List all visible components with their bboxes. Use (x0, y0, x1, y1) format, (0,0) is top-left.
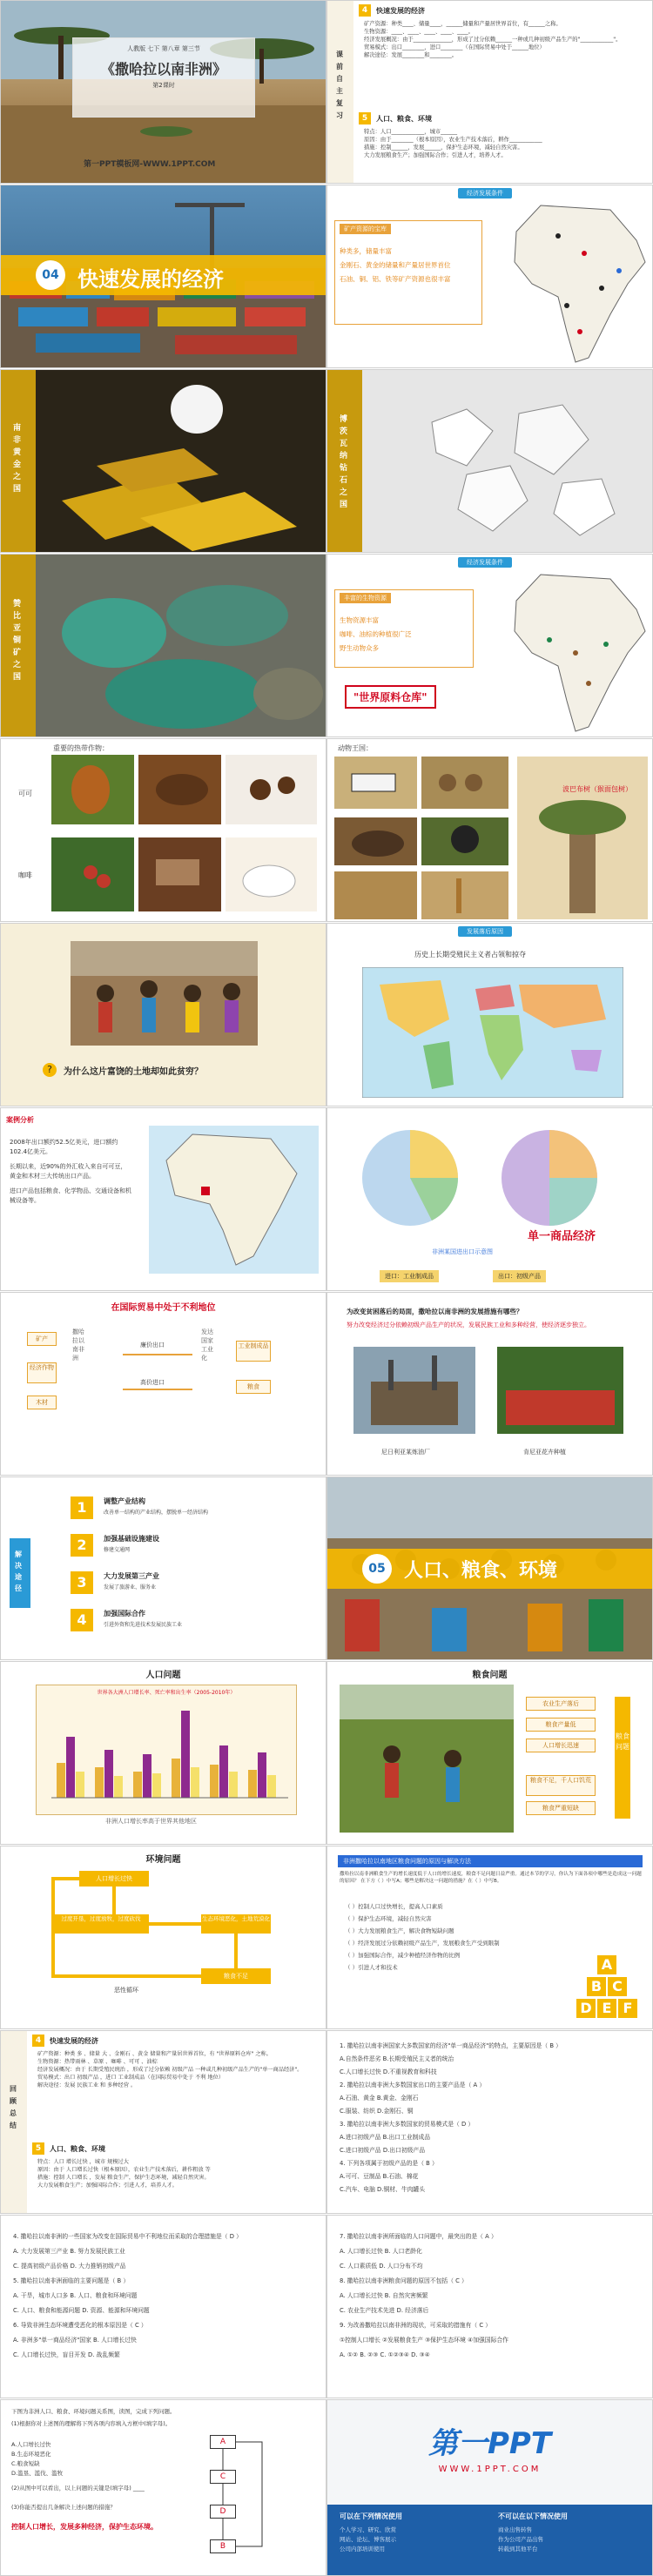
single-commodity: 单一商品经济 (528, 1230, 596, 1243)
chart-bar (104, 1750, 113, 1798)
cover-title: 《撒哈拉以南非洲》 (100, 61, 226, 77)
side-label: 课前自主复习 (336, 50, 343, 119)
cube-f: F (618, 1999, 637, 2018)
chart-bar (248, 1770, 257, 1798)
slide-environment (0, 1846, 326, 2029)
quiz-line: C. 人口、粮食和能源问题 D. 资源、能源和环境问题 (13, 2307, 150, 2314)
quiz-line: C. 农业生产技术先进 D. 经济落后 (340, 2307, 429, 2314)
slide-trade-position (0, 1292, 326, 1476)
bars (51, 1711, 288, 1798)
chart-bar (95, 1767, 104, 1798)
review-line: 原因：由于 人口增长过快（根本原因），农业生产技术落后，耕作粗放 等 (37, 2167, 211, 2173)
review-line: 生物资源：热带雨林 、草原 、咖啡 、可可 、油棕 (37, 2059, 158, 2065)
arrow-left (123, 1389, 192, 1390)
q2-text: (2)从图中可以看出，以上问题的关键是(填字母) ____ (11, 2485, 145, 2492)
population-chart (44, 1700, 293, 1805)
slide-quiz-3 (326, 2215, 653, 2398)
preview-line: 解决途径：发展________和________。 (364, 52, 458, 58)
slide-poverty-question (0, 923, 326, 1106)
slide-tropical-crops (0, 738, 326, 922)
option: C.粮食短缺 (11, 2460, 40, 2467)
export-label: 出口：初级产品 (493, 1270, 546, 1282)
cycle-top: 人口增长过快 (79, 1871, 149, 1887)
left-list (340, 2526, 479, 2554)
quiz-line: A. 干旱，城市人口多 B. 人口、粮食和环境问题 (13, 2292, 138, 2299)
chart-caption: 非洲某国进出口示意图 (432, 1248, 493, 1255)
right-list (498, 2526, 637, 2554)
cycle-bottom: 粮食不足 (201, 1968, 271, 1984)
africa-location-map (149, 1126, 319, 1274)
farmers-photo (340, 1685, 514, 1833)
cube-c: C (608, 1977, 627, 1996)
chart-bar (219, 1745, 228, 1798)
slide-review (0, 2030, 326, 2214)
case-item: 进口产品包括粮食、化学物品、交通设备和机械设备等。 (10, 1187, 131, 1204)
review-line: 贸易模式：出口 初级产品 ，进口 工业制成品（在国际贸易中处于 不利 地位） (37, 2075, 225, 2081)
review-line: 经济发展概况：由于 长期受殖民统治 ，形成了过分依赖 初级产品 一种或几种初级产品生产的"单一商品经济"。 (37, 2067, 303, 2073)
exercise-text: 撒哈拉以南非洲粮食生产的增长速度低于人口的增长速度，粮食不足问题日益严重。通过本节的学习，你认为下面各项中哪些是造成这一问题的原因？ 在下方（ ）中写A；哪些是解决这一问题的措施？在（ ）中写B。 (340, 1872, 642, 1884)
bio-item: 生物资源丰富 (340, 616, 379, 624)
option: B.生态环境恶化 (11, 2451, 51, 2458)
baobab-caption: 波巴布树（猴面包树） (562, 785, 632, 793)
section-number: 4 (359, 4, 371, 17)
import-label: 进口：工业制成品 (380, 1270, 439, 1282)
bio-list (340, 614, 470, 656)
cycle-mid: 过度开垦，过度放牧，过度砍伐 (53, 1914, 149, 1934)
slide-title: 重要的热带作物： (53, 744, 109, 752)
left-item: 公司内部培训使用 (340, 2546, 385, 2552)
quiz-list (340, 2040, 644, 2196)
chart-bar (210, 1765, 219, 1798)
quiz-line: 3. 撒哈拉以南非洲大多数国家的贸易模式是（ D ） (340, 2121, 475, 2128)
chart-bar (133, 1772, 142, 1798)
ribbon: 经济发展条件 (458, 557, 512, 568)
bio-item: 野生动物众多 (340, 644, 379, 652)
export-item: 矿产 (27, 1332, 57, 1346)
gold-bars-photo (36, 370, 326, 553)
slide-mineral-resources (326, 185, 653, 368)
step-sub: 引进外资和先进技术发展民族工业 (104, 1622, 183, 1628)
question-text: 为什么这片富饶的土地却如此贫穷？ (64, 1067, 203, 1077)
case-item: 2008年出口额约52.5亿美元，进口额约102.4亿美元。 (10, 1139, 118, 1155)
section-head: 人口、粮食、环境 (50, 2145, 105, 2153)
quiz-line: C. 提高初级产品价格 D. 大力推销初级产品 (13, 2263, 126, 2270)
bio-item: 咖啡、油棕的种植很广泛 (340, 630, 412, 638)
review-line: 特点：人口 增长过快 ，城市 规模过大 (37, 2159, 129, 2165)
chart-bar (229, 1772, 238, 1798)
warehouse-banner: "世界原料仓库" (345, 685, 436, 709)
q3-text: (3)你能否提出几条解决上述问题的措施？ (11, 2504, 116, 2511)
slide-title: 动物王国： (338, 744, 373, 752)
quiz-line: C. 人口素质低 D. 人口分布不均 (340, 2263, 423, 2270)
lesson-text: 第2课时 (152, 82, 175, 89)
chart-bar (258, 1752, 266, 1798)
developed-vertical: 发达国家工业化 (201, 1328, 213, 1362)
mineral-item: 石油、铜、铝、铁等矿产资源也很丰富 (340, 275, 451, 283)
step-sub: 改善单一结构的产业结构，摆脱单一经济结构 (104, 1510, 209, 1516)
question-text: 为改变贫困落后的局面，撒哈拉以南非洲的发展措施有哪些？ (347, 1308, 523, 1315)
slide-gold (0, 369, 326, 553)
export-item: 木材 (27, 1396, 57, 1409)
arrow-right (123, 1354, 192, 1355)
import-item: 粮食 (236, 1380, 271, 1394)
quiz-line: 8. 撒哈拉以南非洲粮食问题的原因不包括（ C ） (340, 2277, 468, 2284)
case-list (10, 1138, 131, 1206)
section-title: 快速发展的经济 (77, 267, 224, 292)
quiz-line: A. 非洲多"单一商品经济"国家 B. 人口增长过快 (13, 2337, 137, 2344)
quiz-line: A.自然条件恶劣 B.长期受殖民主义者的统治 (340, 2055, 454, 2062)
exercise-items (345, 1900, 580, 1974)
question-icon: ? (43, 1063, 57, 1077)
africa-map (506, 570, 650, 736)
flow-box: D (210, 2505, 236, 2519)
review-lines-2 (37, 2158, 320, 2189)
step-head: 大力发展第三产业 (104, 1572, 159, 1580)
quiz-line: 7. 撒哈拉以南非洲所面临的人口问题中，最突出的是（ A ） (340, 2233, 497, 2240)
slide-title: 环境问题 (145, 1855, 181, 1865)
quiz-line: 6. 导致非洲生态环境遭受恶化的根本原因是（ C ） (13, 2322, 147, 2329)
cube-b: B (587, 1977, 606, 1996)
cube-d: D (576, 1999, 596, 2018)
slide-section-05 (326, 1476, 653, 1660)
chart-bar (66, 1737, 75, 1798)
preview-line: 贸易模式：出口________，进口________（在国际贸易中处于______地位） (364, 44, 545, 50)
quiz-line: 1. 撒哈拉以南非洲国家大多数国家的经济"单一商品经济"的特点，主要原因是（ B ） (340, 2042, 562, 2049)
preview-lines (364, 20, 647, 59)
slide-case-analysis (0, 1107, 326, 1291)
step-sub: 发展了旅游业、服务业 (104, 1584, 157, 1591)
copper-ore-photo (36, 555, 326, 737)
case-tag: 案例分析 (6, 1116, 34, 1124)
quiz-line: C.汽车、电脑 D.铜材、牛肉罐头 (340, 2186, 426, 2193)
quiz-line: C.人口增长过快 D.不重视教育和科技 (340, 2068, 437, 2075)
side-label: 回顾总结 (10, 2085, 17, 2129)
slide-title: 人口问题 (145, 1671, 181, 1680)
edition-text: 人教版 七下 第八章 第三节 (127, 45, 200, 52)
chart-bar (181, 1711, 190, 1798)
diamonds-photo (362, 370, 653, 553)
preview-line: 原因：由于________（根本原因），农业生产技术落后，耕作____________ (364, 137, 542, 143)
slide-food (326, 1661, 653, 1845)
section-head: 快速发展的经济 (50, 2037, 98, 2045)
slide-section-04 (0, 185, 326, 368)
cause-box: 粮食产量低 (526, 1718, 596, 1732)
history-text: 历史上长期受殖民主义者占领和掠夺 (414, 951, 526, 958)
chart-title: 世界各大洲人口增长率、死亡率和出生率（2005-2010年） (97, 1690, 236, 1696)
slide-cover (0, 0, 326, 184)
review-line: 解决途径：发展 民族工业 和 多种经营 。 (37, 2082, 137, 2088)
ribbon: 发展落后原因 (458, 926, 512, 937)
review-line: 矿产资源：种类 多 、储量 大 、金刚石 、黄金 储量和产量居世界首位，有 "世界原料仓库" 之称。 (37, 2051, 272, 2057)
effect-box: 粮食严重短缺 (526, 1801, 596, 1815)
section-number-badge: 05 (362, 1554, 392, 1584)
slide-colonial-history (326, 923, 653, 1106)
cause-box: 人口增长迅速 (526, 1739, 596, 1752)
mineral-item: 金刚石、黄金的储量和产量居世界首位 (340, 261, 451, 269)
slide-quiz-1 (326, 2030, 653, 2214)
quiz-list (340, 2230, 644, 2363)
preview-line: 特点：人口____________，城市______ (364, 129, 458, 135)
chart-caption: 非洲人口增长率高于世界其他地区 (105, 1818, 197, 1825)
review-line: 措施：控制 人口增长 ，发展 粮食生产，保护生态环境，减轻自然灾害。 (37, 2175, 210, 2181)
slide-import-export (326, 1107, 653, 1291)
world-map (362, 967, 623, 1098)
step-number: 1 (71, 1497, 93, 1519)
mineral-item: 种类多，储量丰富 (340, 247, 392, 255)
exercise-head: 非洲撒哈拉以南地区粮食问题的原因与解决方法 (338, 1855, 643, 1867)
slide-population (0, 1661, 326, 1845)
preview-line: 经济发展概况：由于______________，形成了过分依赖______一种或几种初级产品生产的"____________"。 (364, 37, 622, 43)
case-item: 长期以来，近90%的外汇收入来自可可豆，黄金和木材三大传统出口产品。 (10, 1163, 127, 1180)
chart-bar (172, 1759, 180, 1798)
quiz-line: 4. 下列各项属于初级产品的是（ B ） (340, 2160, 438, 2167)
food-problem-label: 粮食问题 (615, 1697, 630, 1819)
section-number: 4 (32, 2035, 44, 2047)
cube-a: A (597, 1955, 616, 1974)
quiz-line: A.可可、豆制品 B.石油、棉花 (340, 2173, 419, 2180)
section-number: 5 (32, 2142, 44, 2155)
chart-bar (191, 1767, 199, 1798)
slide-quiz-2 (0, 2215, 326, 2398)
effect-box: 粮食不足，千人口饥荒 (526, 1775, 596, 1796)
answer-text: 控制人口增长，发展多种经济，保护生态环境。 (11, 2523, 158, 2531)
import-item: 工业制成品 (236, 1341, 271, 1362)
step-head: 调整产业结构 (104, 1497, 145, 1505)
chart-bar (76, 1772, 84, 1798)
preview-lines-2 (364, 128, 647, 159)
crop-label: 可可 (18, 790, 32, 797)
quiz-line: 2. 撒哈拉以南非洲大多数国家出口的主要产品是（ A ） (340, 2082, 486, 2088)
brand-url: WWW.1PPT.COM (438, 2465, 542, 2474)
quiz-line: A. 大力发展第三产业 B. 努力发展民族工业 (13, 2248, 125, 2255)
quiz-line: A. 人口增长过快 B. 自然灾害频繁 (340, 2292, 428, 2299)
photo-caption: 肯尼亚花卉种植 (523, 1449, 566, 1456)
slide-animal-kingdom (326, 738, 653, 922)
mineral-list (340, 245, 479, 286)
left-title: 可以在下列情况使用 (340, 2512, 402, 2520)
animals-photos (334, 757, 648, 922)
region-vertical: 撒哈拉以南非洲 (72, 1328, 84, 1362)
slide-brand (326, 2399, 653, 2576)
cycle-label: 恶性循环 (114, 1987, 138, 1994)
step-head: 加强基础设施建设 (104, 1535, 159, 1543)
box-title: 矿产资源的宝库 (340, 224, 391, 234)
step-number: 3 (71, 1571, 93, 1594)
side-caption: 赞比亚铜矿之国 (13, 600, 22, 682)
exercise-item: （ ）保护生态环境，减轻自然灾害 (345, 1915, 432, 1922)
quiz-line: C.服装、纺织 D.金刚石、铜 (340, 2108, 414, 2115)
right-item: 商业出售转售 (498, 2526, 532, 2533)
quiz-line: ①控制人口增长 ②发展粮食生产 ③保护生态环境 ④加强国际合作 (340, 2337, 508, 2344)
quiz-line: A.石油、黄金 B.黄金、金刚石 (340, 2095, 419, 2102)
left-item: 个人学习、研究、欣赏 (340, 2526, 396, 2533)
option: D.滥垦、滥伐、滥牧 (11, 2470, 64, 2477)
left-item: 网站、论坛、博客展示 (340, 2536, 396, 2543)
slide-preview (326, 0, 653, 184)
side-caption: 南非黄金之国 (13, 424, 22, 494)
right-item: 作为公司产品出售 (498, 2536, 543, 2543)
chart-bar (267, 1775, 276, 1798)
side-label: 解决途径 (15, 1550, 22, 1592)
review-line: 大力发展粮食生产；加强国际合作；引进人才，培养人才。 (37, 2183, 178, 2189)
slide-title: 在国际贸易中处于不利地位 (111, 1303, 216, 1313)
photo-caption: 尼日利亚某炼油厂 (381, 1449, 430, 1456)
cycle-right: 生态环境恶化，土地荒漠化 (201, 1914, 271, 1934)
exercise-item: （ ）加强国际合作，减少种植经济作物的比例 (345, 1952, 461, 1959)
quiz-line: C. 人口增长过快，盲目开发 D. 战乱频繁 (13, 2351, 120, 2358)
section-number: 5 (359, 112, 371, 124)
step-sub: 修建交通网 (104, 1547, 131, 1553)
quiz-line: 4. 撒哈拉以南非洲的一些国家为改变在国际贸易中不利地位而采取的合理措施是（ D ） (13, 2233, 242, 2240)
development-photos (353, 1347, 623, 1443)
quiz-line: A.进口初级产品 B.出口工业制成品 (340, 2134, 431, 2141)
quiz-line: A. ①② B. ②③ C. ①②③④ D. ③④ (340, 2351, 430, 2358)
crops-photos (51, 755, 321, 916)
slide-quiz-4 (0, 2399, 326, 2576)
slide-title: 粮食问题 (472, 1671, 508, 1680)
preview-line: 矿产资源：种类____、储量____，______储量和产量居世界首位，有______之称。 (364, 21, 562, 27)
preview-line: 大力发展粮食生产；加强国际合作；引进人才，培养人才。 (364, 152, 507, 158)
cube-e: E (597, 1999, 616, 2018)
slide-copper (0, 554, 326, 737)
crop-label: 咖啡 (18, 871, 32, 879)
arrow-label-top: 廉价出口 (140, 1342, 165, 1349)
review-lines (37, 2050, 320, 2089)
slide-development-measures (326, 1292, 653, 1476)
slide-solutions (0, 1476, 326, 1660)
option: A.人口增长过快 (11, 2441, 51, 2448)
step-number: 4 (71, 1609, 93, 1631)
step-number: 2 (71, 1534, 93, 1557)
quiz-list (13, 2230, 318, 2363)
quiz-line: 5. 撒哈拉以南非洲面临的主要问题是（ B ） (13, 2277, 130, 2284)
ribbon: 经济发展条件 (458, 188, 512, 198)
cover-footer: 第一PPT模板网-WWW.1PPT.COM (84, 160, 216, 169)
q1-text: (1)根据你对上述图的理解将下列各项内容填入方框中(填字母)。 (11, 2420, 172, 2427)
box-title: 丰富的生物资源 (340, 593, 391, 603)
section-head: 快速发展的经济 (376, 7, 425, 15)
chart-bar (152, 1773, 161, 1798)
step-head: 加强国际合作 (104, 1610, 145, 1618)
intro-text: 下图为非洲人口、粮食、环境问题关系图，读图，完成下列问题。 (11, 2408, 176, 2415)
cause-box: 农业生产落后 (526, 1697, 596, 1711)
quiz-line: 9. 为改善撒哈拉以南非洲的现状，可采取的措施有（ C ） (340, 2322, 492, 2329)
right-item: 转载到其他平台 (498, 2546, 538, 2552)
preview-line: 措施：控制______，发展______，保护生态环境，减轻自然灾害。 (364, 145, 523, 151)
flow-box: B (210, 2539, 236, 2553)
cycle-arrows (1, 1846, 326, 2029)
preview-line: 生物资源：____、____、____、____、____。 (364, 29, 474, 35)
section-number-badge: 04 (36, 260, 65, 290)
arrow-label-bottom: 高价进口 (140, 1379, 165, 1386)
children-photo (71, 941, 258, 1046)
slide-bio-resources (326, 554, 653, 737)
flow-box: A (210, 2435, 236, 2449)
exercise-item: （ ）引进人才和技术 (345, 1964, 398, 1971)
section-head: 人口、粮食、环境 (376, 115, 432, 123)
quiz-line: A. 人口增长过快 B. 人口老龄化 (340, 2248, 422, 2255)
slide-diamond (326, 369, 653, 553)
export-item: 经济作物 (27, 1362, 57, 1383)
quiz-line: C.进口初级产品 D.出口初级产品 (340, 2147, 426, 2154)
right-title: 不可以在以下情况使用 (498, 2512, 568, 2520)
slide-food-reasons (326, 1846, 653, 2029)
chart-bar (143, 1754, 151, 1798)
chart-bar (57, 1763, 65, 1798)
section-title: 人口、粮食、环境 (404, 1560, 558, 1582)
chart-bar (114, 1776, 123, 1798)
exercise-item: （ ）经济发展过分依赖初级产品生产，发展粮食生产受到限制 (345, 1940, 500, 1947)
exercise-item: （ ）控制人口过快增长，提高人口素质 (345, 1903, 443, 1910)
africa-map (506, 201, 650, 367)
side-caption: 博茨瓦纳钻石之国 (340, 415, 348, 509)
answer-text: 努力改变经济过分依赖初级产品生产的状况，发展民族工业和多种经营，使经济逐步独立。 (347, 1322, 590, 1328)
brand-logo: 第一PPT (427, 2426, 552, 2461)
exercise-item: （ ）大力发展粮食生产，解决食物短缺问题 (345, 1927, 454, 1934)
flow-arrows (1, 2400, 326, 2576)
flow-box: C (210, 2470, 236, 2484)
